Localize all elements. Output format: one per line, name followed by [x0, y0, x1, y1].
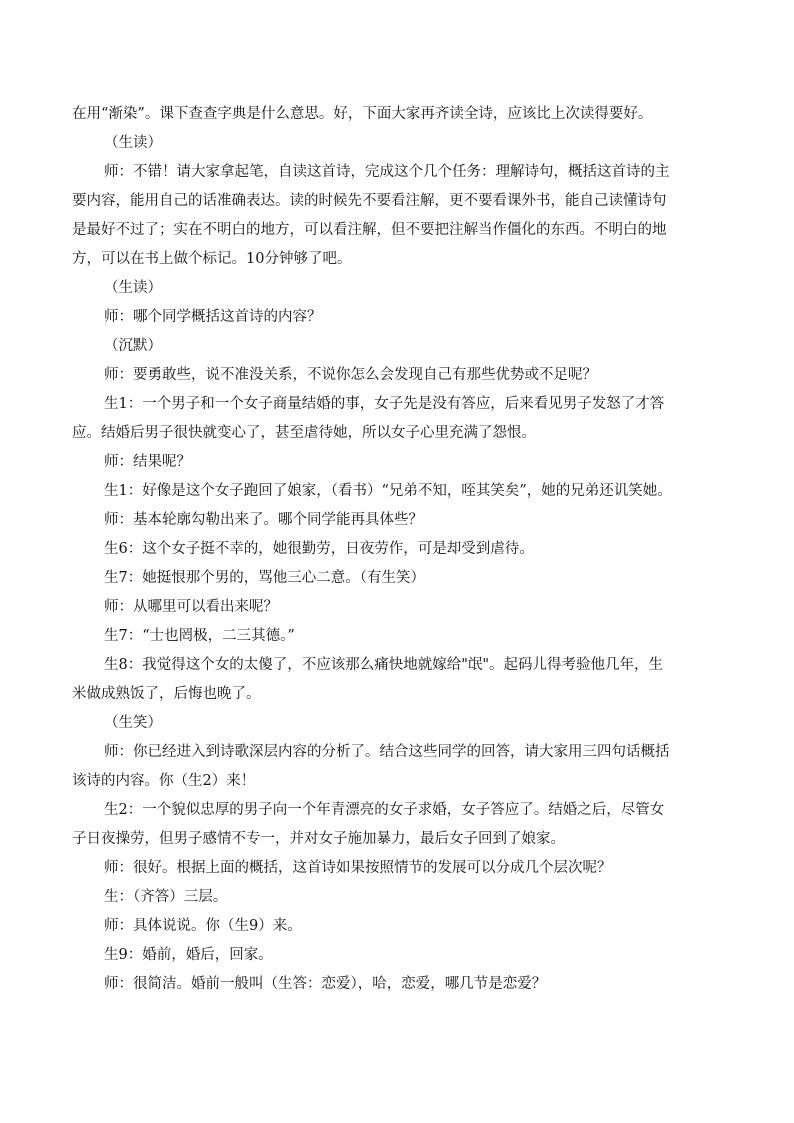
- text-line: （沉默）: [104, 338, 162, 354]
- text-line: 子日夜操劳，但男子感情不专一，并对女子施加暴力，最后女子回到了娘家。: [72, 831, 565, 847]
- text-line: 生6：这个女子挺不幸的，她很勤劳，日夜劳作，可是却受到虐待。: [104, 541, 534, 557]
- text-line: 生9：婚前，婚后，回家。: [104, 947, 273, 963]
- text-line: 生7：她挺恨那个男的，骂他三心二意。（有生笑）: [104, 570, 425, 586]
- text-line: 师：结果呢？: [104, 454, 191, 470]
- text-line: 师：要勇敢些，说不准没关系，不说你怎么会发现自己有那些优势或不足呢？: [104, 367, 597, 383]
- text-line: 生7：“士也罔极，二三其德。”: [104, 628, 295, 644]
- text-line: 方，可以在书上做个标记。10分钟够了吧。: [72, 251, 352, 267]
- text-line: 师：不错！请大家拿起笔，自读这首诗，完成这个几个任务：理解诗句，概括这首诗的主: [104, 164, 670, 180]
- text-line: 师：具体说说。你（生9）来。: [104, 918, 302, 934]
- text-line: 师：哪个同学概括这首诗的内容？: [104, 309, 322, 325]
- text-line: 师：你已经进入到诗歌深层内容的分析了。结合这些同学的回答，请大家用三四句话概括: [104, 744, 670, 760]
- text-line: 师：很简洁。婚前一般叫（生答：恋爱），哈，恋爱，哪几节是恋爱？: [104, 976, 547, 992]
- text-line: 该诗的内容。你（生2）来！: [72, 773, 256, 789]
- text-line: 生：（齐答）三层。: [104, 889, 228, 905]
- text-line: 是最好不过了；实在不明白的地方，可以看注解，但不要把注解当作僵化的东西。不明白的地: [72, 222, 667, 238]
- text-line: 要内容，能用自己的话准确表达。读的时候先不要看注解，更不要看课外书，能自己读懂诗句: [72, 193, 667, 209]
- text-line: 生2：一个貌似忠厚的男子向一个年青漂亮的女子求婚，女子答应了。结婚之后，尽管女: [104, 802, 665, 818]
- text-line: 米做成熟饭了，后悔也晚了。: [72, 686, 261, 702]
- text-line: 生1：好像是这个女子跑回了娘家，（看书）“兄弟不知，咥其笑矣”，她的兄弟还讥笑她。: [104, 483, 672, 499]
- text-line: （生笑）: [104, 715, 162, 731]
- text-line: （生读）: [104, 135, 162, 151]
- text-line: （生读）: [104, 280, 162, 296]
- text-line: 生8：我觉得这个女的太傻了，不应该那么痛快地就嫁给"氓"。起码儿得考验他几年，生: [104, 657, 664, 673]
- text-line: 应。结婚后男子很快就变心了，甚至虐待她，所以女子心里充满了怨恨。: [72, 425, 536, 441]
- text-line: 在用“渐染”。课下查查字典是什么意思。好，下面大家再齐读全诗，应该比上次读得要好。: [72, 106, 653, 122]
- text-line: 生1：一个男子和一个女子商量结婚的事，女子先是没有答应，后来看见男子发怒了才答: [104, 396, 665, 412]
- text-line: 师：从哪里可以看出来呢？: [104, 599, 278, 615]
- text-line: 师：很好。根据上面的概括，这首诗如果按照情节的发展可以分成几个层次呢？: [104, 860, 612, 876]
- text-line: 师：基本轮廓勾勒出来了。哪个同学能再具体些？: [104, 512, 423, 528]
